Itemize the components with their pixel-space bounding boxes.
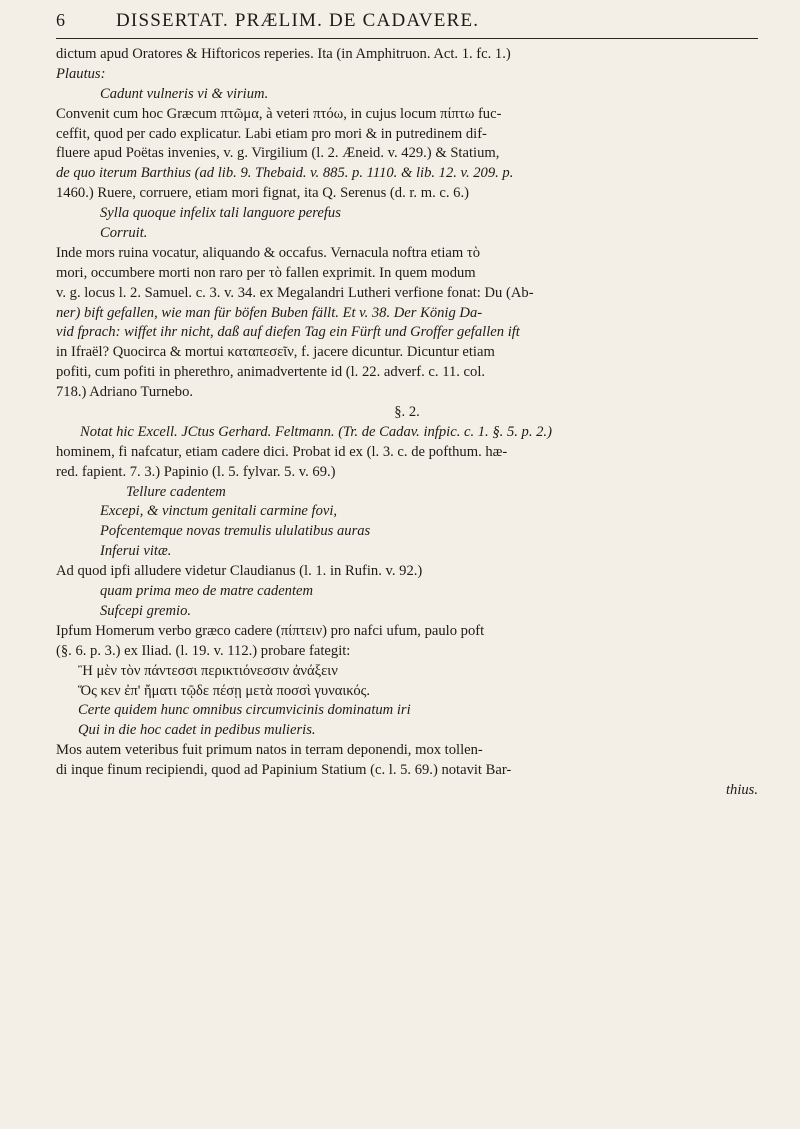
text-line: Ipfum Homerum verbo græco cadere (πίπτειν) pro nafci ufum, paulo poft [56, 622, 485, 639]
body-text [56, 45, 758, 801]
text-line: Certe quidem hunc omnibus circumvicinis dominatum iri [78, 702, 411, 719]
page-number: 6 [56, 10, 67, 30]
text-line: in Ifraël? Quocirca & mortui καταπεσεῖν, f. jacere dicuntur. Dicuntur etiam [56, 344, 495, 361]
text-line: pofiti, cum pofiti in pherethro, animadvertente id (l. 22. adverf. c. 11. col. [56, 364, 486, 381]
text-line: 718.) Adriano Turnebo. [56, 384, 194, 401]
text-line: dictum apud Oratores & Hiftoricos reperies. Ita (in Amphitruon. Act. 1. fc. 1.) [56, 46, 511, 62]
text-line: di inque finum recipiendi, quod ad Papinium Statium (c. l. 5. 69.) notavit Bar- [56, 762, 512, 779]
text-line: quam prima meo de matre cadentem [100, 583, 314, 600]
text-line: vid fprach: wiffet ihr nicht, daß auf diefen Tag ein Fürft und Groffer gefallen ift [56, 324, 520, 341]
text-line: Cadunt vulneris vi & virium. [100, 85, 269, 102]
text-line: Corruit. [100, 225, 148, 242]
text-line: mori, occumbere morti non raro per τὸ fallen exprimit. In quem modum [56, 264, 476, 281]
text-line: Inferui vitæ. [100, 543, 172, 560]
text-line: ceffit, quod per cado explicatur. Labi etiam pro mori & in putredinem dif- [56, 125, 487, 142]
text-line: §. 2. [394, 404, 420, 421]
text-line: 1460.) Ruere, corruere, etiam mori fignat, ita Q. Serenus (d. r. m. c. 6.) [56, 185, 469, 202]
text-line: Ὅς κεν ἐπ' ἤματι τῷδε πέσῃ μετὰ ποσσὶ γυναικός. [78, 682, 371, 699]
text-line: Excepi, & vinctum genitali carmine fovi, [100, 503, 338, 520]
header-rule [56, 38, 758, 39]
text-line: red. fapient. 7. 3.) Papinio (l. 5. fylvar. 5. v. 69.) [56, 463, 336, 480]
text-line: thius. [725, 781, 758, 798]
text-line: Sylla quoque infelix tali languore perefus [100, 205, 341, 222]
text-line: Ἢ μὲν τὸν πάντεσσι περικτιόνεσσιν ἀνάξειν [78, 662, 338, 679]
text-line: de quo iterum Barthius (ad lib. 9. Thebaid. v. 885. p. 1110. & lib. 12. v. 209. p. [56, 165, 514, 182]
text-line: (§. 6. p. 3.) ex Iliad. (l. 19. v. 112.) probare fategit: [56, 642, 351, 659]
text-line: Convenit cum hoc Græcum πτῶμα, à veteri πτόω, in cujus locum πίπτω fuc- [56, 105, 502, 122]
running-header [56, 10, 758, 36]
text-line: v. g. locus l. 2. Samuel. c. 3. v. 34. ex Megalandri Lutheri verfione fonat: Du (Ab- [56, 284, 534, 301]
text-line: Tellure cadentem [126, 483, 226, 500]
text-line: Ad quod ipfi alludere videtur Claudianus (l. 1. in Rufin. v. 92.) [56, 563, 423, 580]
text-line: Plautus: [56, 65, 106, 82]
text-line: Sufcepi gremio. [100, 602, 192, 619]
text-line: Pofcentemque novas tremulis ululatibus auras [100, 523, 371, 540]
text-line: fluere apud Poëtas invenies, v. g. Virgilium (l. 2. Æneid. v. 429.) & Statium, [56, 145, 500, 162]
text-line: ner) bift gefallen, wie man für böfen Buben fällt. Et v. 38. Der König Da- [56, 304, 483, 321]
text-line: Qui in die hoc cadet in pedibus mulieris. [78, 722, 316, 739]
text-line: Mos autem veteribus fuit primum natos in terram deponendi, mox tollen- [56, 742, 483, 759]
running-title: DISSERTAT. PRÆLIM. DE CADAVERE. [116, 10, 480, 31]
text-line: hominem, fi nafcatur, etiam cadere dici. Probat id ex (l. 3. c. de pofthum. hæ- [56, 443, 508, 460]
text-line: Inde mors ruina vocatur, aliquando & occafus. Vernacula noftra etiam τὸ [56, 244, 481, 261]
text-line: Notat hic Excell. JCtus Gerhard. Feltmann. (Tr. de Cadav. infpic. c. 1. §. 5. p. 2.) [80, 423, 552, 440]
